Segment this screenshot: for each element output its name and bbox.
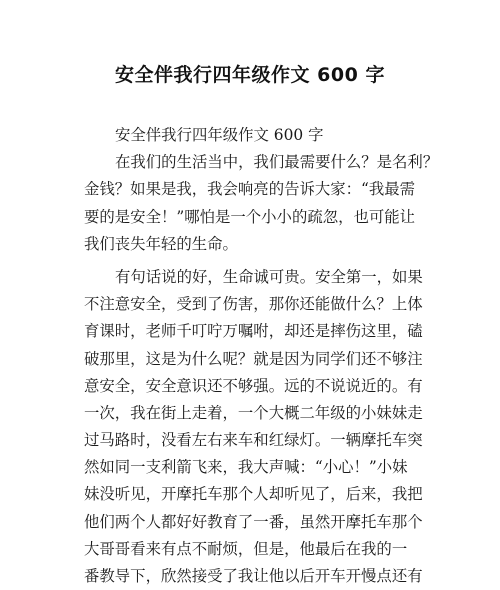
paragraph-1-line-4: 我们丧失年轻的生命。 — [84, 234, 238, 253]
paragraph-1-line-2: 金钱？如果是我，我会响亮的告诉大家：“我最需 — [84, 180, 416, 199]
paragraph-2-line-8: 然如同一支利箭飞来，我大声喊：“小心！”小妹 — [84, 458, 408, 477]
paragraph-2-line-3: 育课时，老师千叮咛万嘱咐，却还是摔伤这里，磕 — [84, 322, 423, 341]
paragraph-2-line-11: 大哥哥看来有点不耐烦，但是，他最后在我的一 — [84, 539, 408, 558]
document-body — [84, 122, 439, 590]
paragraph-1-line-3: 要的是安全！”哪怕是一个小小的疏忽，也可能让 — [84, 207, 416, 226]
paragraph-2-line-6: 一次，我在街上走着，一个大概二年级的小妹妹走 — [84, 403, 423, 422]
paragraph-2-line-4: 破那里，这是为什么呢？就是因为同学们还不够注 — [84, 349, 423, 368]
paragraph-2-line-12: 番教导下，欣然接受了我让他以后开车开慢点还有 — [84, 567, 423, 585]
document-title: 安全伴我行四年级作文 600 字 — [115, 64, 385, 86]
paragraph-2-line-9: 妹没听见，开摩托车那个人却听见了，后来，我把 — [84, 485, 423, 504]
paragraph-1-line-1: 在我们的生活当中，我们最需要什么？是名利？ — [115, 153, 439, 172]
paragraph-2-line-2: 不注意安全，受到了伤害，那你还能做什么？上体 — [84, 295, 423, 314]
paragraph-2-line-7: 过马路时，没看左右来车和红绿灯。一辆摩托车突 — [84, 431, 423, 450]
paragraph-2-line-1: 有句话说的好，生命诚可贵。安全第一，如果 — [115, 267, 423, 286]
paragraph-2-line-5: 意安全，安全意识还不够强。远的不说说近的。有 — [84, 376, 423, 395]
essay-heading-line: 安全伴我行四年级作文 600 字 — [115, 126, 324, 144]
paragraph-2-line-10: 他们两个人都好好教育了一番，虽然开摩托车那个 — [84, 512, 423, 531]
